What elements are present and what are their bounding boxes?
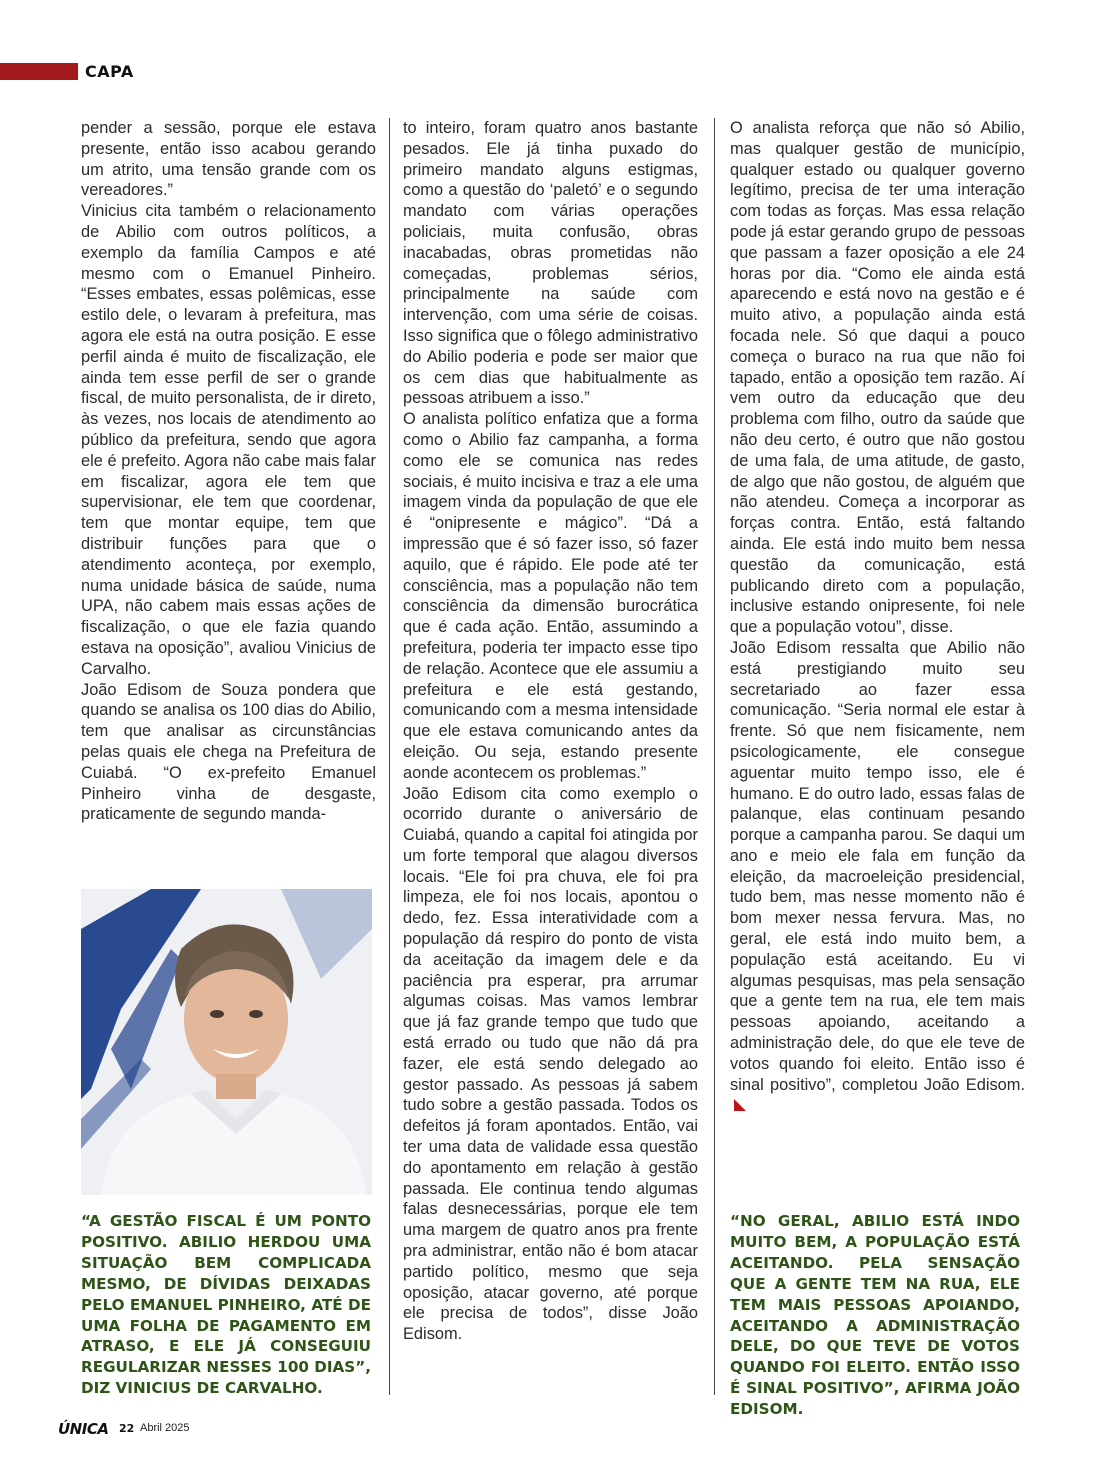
article-column-3 xyxy=(730,118,1025,1116)
pull-quote: “A GESTÃO FISCAL É UM PONTO POSITIVO. ABILIO HERDOU UMA SITUAÇÃO BEM COMPLICADA MESMO, DE DÍVIDAS DEIXADAS PELO EMANUEL PINHEIRO, ATÉ DE UMA FOLHA DE PAGAMENTO EM ATRASO, E ELE JÁ CONSEGUIU REGULARIZAR NESSES 100 DIAS”, DIZ VINICIUS DE CARVALHO. xyxy=(81,1212,371,1398)
paragraph: O analista político enfatiza que a forma como o Abilio faz campanha, a forma como ele se comunica nas redes sociais, é muito incisiva e traz a ele uma imagem vinda da população de que ele é “onipresente e mágico”. “Dá a impressão que é só fazer isso, só fazer aquilo, que é rápido. Ele pode até ter consciência, mas a população não tem consciência da dimensão burocrática que é cada ação. Então, assumindo a prefeitura, poderia ter impacto esse tipo de relação. Acontece que ele assumiu a prefeitura e ele está gestando, comunicando com a mesma intensidade que ele estava comunicando antes da eleição. Ou seja, estando presente aonde acontecem os problemas.” xyxy=(403,410,698,782)
portrait-illustration xyxy=(81,889,372,1195)
section-label: CAPA xyxy=(85,62,134,81)
paragraph-text: João Edisom ressalta que Abilio não está prestigiando muito seu secretariado ao fazer essa comunicação. “Seria normal ele estar à frente. Só que nem fisicamente, nem psicologicamente, ele consegue aguentar muito tempo isso, ele é humano. E do outro lado, essas falas de palanque, elas continuam pesando porque a campanha parou. Se daqui um ano e meio ele fala em função da eleição, da macroeleição presidencial, tudo bem, mas nesse momento não é bom mexer nessa fervura. Mas, no geral, ele está indo muito bem, a população está aceitando. Eu vi algumas pesquisas, mas pela sensação que a gente tem na rua, ele tem mais pessoas apoiando, aceitando a administração dele, do que ele teve de votos quando foi eleito. Então isso é sinal positivo”, completou João Edisom. xyxy=(730,638,1025,1094)
article-column-2 xyxy=(403,118,698,1345)
issue-date: Abril 2025 xyxy=(140,1422,190,1434)
magazine-logo: ÚNICA xyxy=(58,1420,109,1438)
paragraph: Vinicius cita também o relacionamento de Abilio com outros políticos, a exemplo da família Campos e até mesmo com o Emanuel Pinheiro. “Esses embates, essas polêmicas, esse estilo dele, o levaram à prefeitura, mas agora ele está na outra posição. E esse perfil ainda é muito de fiscalização, ele ainda tem esse perfil de ser o grande fiscal, de muito personalista, de ir direto, às vezes, nos locais de atendimento ao público da prefeitura, sendo que agora ele é prefeito. Agora não cabe mais falar em fiscalizar, agora ele tem que supervisionar, ele tem que coordenar, tem que montar equipe, tem que distribuir funções para que o atendimento aconteça, por exemplo, numa unidade básica de saúde, numa UPA, não cabem mais essas ações de fiscalização, o que ele fazia quando estava na oposição”, avaliou Vinicius de Carvalho. xyxy=(81,202,376,678)
paragraph: pender a sessão, porque ele estava presente, então isso acabou gerando um atrito, uma tensão grande com os vereadores.” xyxy=(81,119,376,200)
paragraph xyxy=(730,638,1025,1116)
paragraph: João Edisom de Souza pondera que quando se analisa os 100 dias do Abilio, tem que analisar as circunstâncias pelas quais ele chega na Prefeitura de Cuiabá. “O ex-prefeito Emanuel Pinheiro vinha de desgaste, praticamente de segundo manda- xyxy=(81,680,376,824)
section-accent-bar xyxy=(0,63,78,80)
page-number: 22 xyxy=(119,1422,135,1435)
column-divider xyxy=(714,118,715,1395)
portrait-photo xyxy=(81,889,372,1195)
column-divider xyxy=(389,118,390,1395)
paragraph: to inteiro, foram quatro anos bastante pesados. Ele já tinha puxado do primeiro mandato alguns estigmas, como a questão do ‘paletó’ e o segundo mandato com várias operações policiais, muita confusão, obras inacabadas, obras prometidas não começadas, problemas sérios, principalmente na saúde com intervenção, com uma série de coisas. Isso significa que o fôlego administrativo do Abilio poderia e pode ser maior que os cem dias que habitualmente as pessoas atribuem a isso.” xyxy=(403,119,698,408)
pull-quote: “NO GERAL, ABILIO ESTÁ INDO MUITO BEM, A POPULAÇÃO ESTÁ ACEITANDO. PELA SENSAÇÃO QUE A GENTE TEM NA RUA, ELE TEM MAIS PESSOAS APOIANDO, ACEITANDO A ADMINISTRAÇÃO DELE, DO QUE TEVE DE VOTOS QUANDO FOI ELEITO. ENTÃO ISSO É SINAL POSITIVO”, AFIRMA JOÃO EDISOM. xyxy=(730,1212,1020,1419)
article-column-1 xyxy=(81,118,376,825)
paragraph: O analista reforça que não só Abilio, mas qualquer gestão de município, qualquer estado ou qualquer governo legítimo, precisa de ter uma interação com todas as forças. Mas essa relação pode já estar gerando grupo de pessoas que passam a fazer oposição a ele 24 horas por dia. “Como ele ainda está aparecendo e está novo na gestão e é muito ativo, a população ainda está focada nele. Só que daqui a pouco começa o buraco na rua que não foi tapado, então a oposição tem razão. Aí vem outro da educação que deu problema com filho, outro da saúde que não deu certo, é outro que não gostou de uma fala, de uma atitude, de gasto, de algo que não gostou, de alguém que não atendeu. Começa a incorporar as forças contra. Então, está faltando ainda. Ele está indo muito bem nessa questão da comunicação, está publicando direto com a população, inclusive estando onipresente, foi nele que a população votou”, disse. xyxy=(730,119,1025,637)
paragraph: João Edisom cita como exemplo o ocorrido durante o aniversário de Cuiabá, quando a capital foi atingida por um forte temporal que alagou diversos locais. “Ele foi pra chuva, ele foi pra limpeza, ele foi nos locais, apontou o dedo, fez. Essa interatividade com a população dá respiro do ponto de vista da aceitação da imagem dele e da paciência pra esperar, pra arrumar algumas coisas. Mas vamos lembrar que já faz grande tempo que tudo que está errado ou tudo que não dá pra fazer, ele está sendo delegado ao gestor passado. As pessoas já sabem tudo sobre a gestão passada. Todos os defeitos já foram apontados. Então, vai ter uma data de validade essa questão do apontamento em relação à gestão passada. Ele continua tendo algumas falas desnecessárias, porque ele tem uma margem de quatro anos pra frente pra administrar, então não é bom atacar partido político, mesmo que seja oposição, atacar governo, até porque ele precisa de todos”, disse João Edisom. xyxy=(403,784,698,1344)
article-end-mark-icon xyxy=(734,1099,746,1111)
